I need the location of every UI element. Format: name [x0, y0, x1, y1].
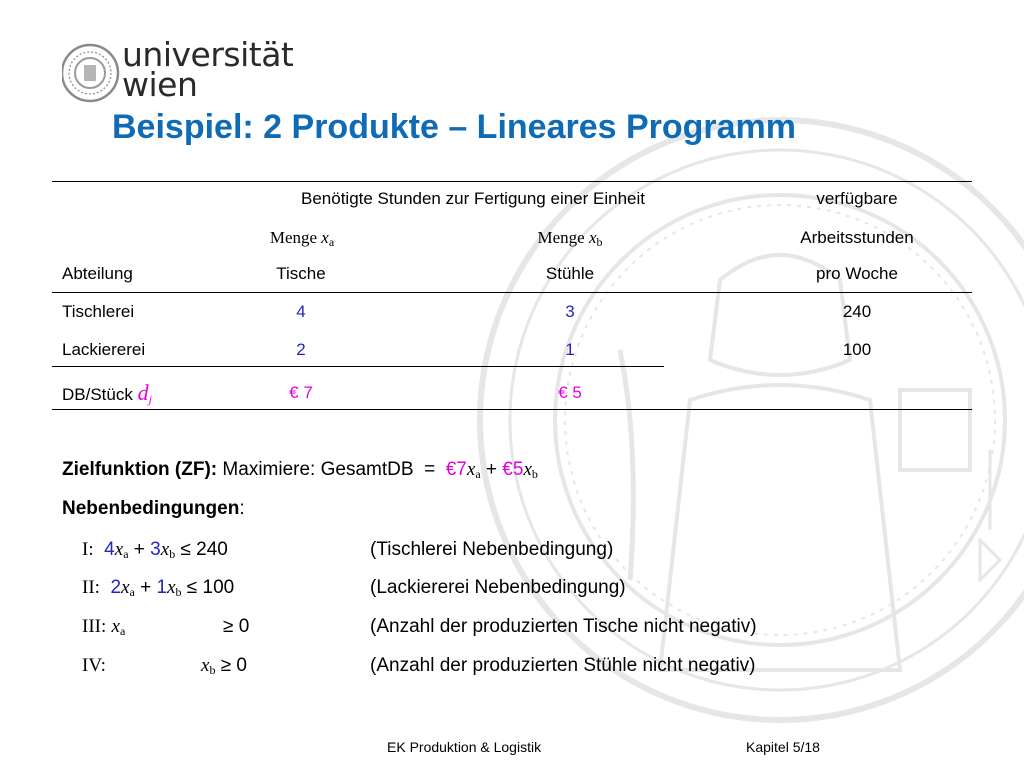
row-dept: Lackiererei	[62, 340, 146, 359]
university-wordmark	[122, 35, 294, 104]
constraint-sub-a: a	[123, 547, 129, 561]
row-a: 2	[296, 340, 306, 359]
footer-chapter: Kapitel 5/18	[746, 739, 820, 755]
footer-course: EK Produktion & Logistik	[387, 739, 542, 755]
constraint-relation: ≥ 0	[215, 655, 247, 676]
constraint-coef-b: 3	[150, 539, 161, 560]
constraint-sub-b: b	[209, 663, 216, 677]
objective-label: Zielfunktion (ZF):	[62, 459, 218, 480]
header-avail-3: pro Woche	[816, 264, 898, 283]
row-avail: 240	[842, 302, 872, 321]
menge-b-sub: b	[596, 235, 603, 249]
constraint-desc: (Anzahl der produzierten Tische nicht negativ)	[370, 616, 757, 637]
menge-b-var: x	[588, 228, 597, 247]
header-dept: Abteilung	[62, 264, 133, 283]
menge-a-var: x	[321, 228, 329, 247]
constraint-sub-b: b	[169, 547, 176, 561]
header-avail-1: verfügbare	[816, 189, 898, 208]
objective-var-b: x	[523, 459, 532, 480]
objective-text: Maximiere: GesamtDB =	[217, 459, 446, 480]
header-bottom-rule	[52, 292, 972, 293]
wordmark-line1: universität	[122, 35, 294, 74]
constraint-row	[82, 655, 106, 677]
constraint-relation: ≥ 0	[223, 616, 250, 637]
constraint-row	[82, 616, 125, 639]
objective-coef-a: €7	[445, 459, 467, 480]
header-menge-b	[537, 228, 602, 250]
constraint-sub-a: a	[119, 624, 126, 638]
table-bottom-rule	[52, 409, 972, 410]
constraint-coef-a: 2	[110, 577, 122, 598]
row-a: 4	[296, 302, 306, 321]
constraint-row	[82, 539, 228, 562]
constraint-row	[82, 577, 234, 600]
constraint-relation: ≤ 100	[181, 577, 235, 598]
objective-sub-b: b	[531, 467, 538, 481]
constraints-label: Nebenbedingungen	[62, 498, 240, 519]
constraint-var-b: x	[160, 539, 170, 560]
constraint-desc: (Tischlerei Nebenbedingung)	[370, 539, 614, 560]
constraint-var-b: x	[167, 577, 176, 598]
constraint-var-b: x	[201, 655, 210, 676]
db-var: d	[137, 380, 149, 405]
db-label-text: DB/Stück	[62, 385, 138, 404]
constraint-var-a: x	[121, 577, 130, 598]
constraint-desc: (Lackiererei Nebenbedingung)	[370, 577, 626, 598]
header-stuehle: Stühle	[545, 264, 595, 283]
constraint-sub-b: b	[175, 585, 182, 599]
header-avail-2: Arbeitsstunden	[800, 228, 914, 247]
db-label	[62, 380, 152, 407]
constraint-coef-a: 4	[104, 539, 115, 560]
constraint-plus: +	[134, 577, 157, 598]
row-avail: 100	[842, 340, 872, 359]
constraint-num: III:	[82, 616, 107, 637]
constraint-num: IV:	[82, 655, 106, 676]
constraint-plus: +	[128, 539, 151, 560]
table-top-rule	[52, 181, 972, 182]
constraint-num: II:	[82, 577, 100, 598]
header-tische: Tische	[276, 264, 326, 283]
db-b: € 5	[558, 383, 582, 402]
wordmark-line2: wien	[122, 65, 198, 104]
constraint-desc: (Anzahl der produzierten Stühle nicht negativ)	[370, 655, 756, 676]
menge-a-word: Menge	[269, 228, 322, 247]
constraints-heading	[62, 498, 245, 520]
constraint-coef-b: 1	[156, 577, 168, 598]
constraint-sub-a: a	[129, 585, 135, 599]
constraint-num: I:	[82, 539, 94, 560]
constraint-expression	[201, 655, 247, 678]
db-sub: j	[148, 392, 152, 406]
data-bottom-rule	[52, 366, 664, 367]
constraints-colon: :	[239, 498, 245, 519]
objective-plus: +	[480, 459, 503, 480]
objective-coef-b: €5	[502, 459, 524, 480]
slide-title: Beispiel: 2 Produkte – Lineares Programm	[112, 108, 797, 146]
db-a: € 7	[289, 383, 313, 402]
row-dept: Tischlerei	[62, 302, 135, 321]
objective-function	[62, 459, 538, 482]
objective-var-a: x	[466, 459, 476, 480]
row-b: 1	[565, 340, 575, 359]
constraint-var-a: x	[114, 539, 124, 560]
objective-sub-a: a	[475, 467, 481, 481]
constraint-relation: ≤ 240	[175, 539, 228, 560]
menge-b-word: Menge	[537, 228, 589, 247]
row-b: 3	[565, 302, 575, 321]
header-menge-a	[270, 228, 334, 250]
header-span: Benötigte Stunden zur Fertigung einer Einheit	[300, 189, 646, 208]
menge-a-sub: a	[328, 235, 335, 249]
constraint-var-a: x	[111, 616, 120, 637]
